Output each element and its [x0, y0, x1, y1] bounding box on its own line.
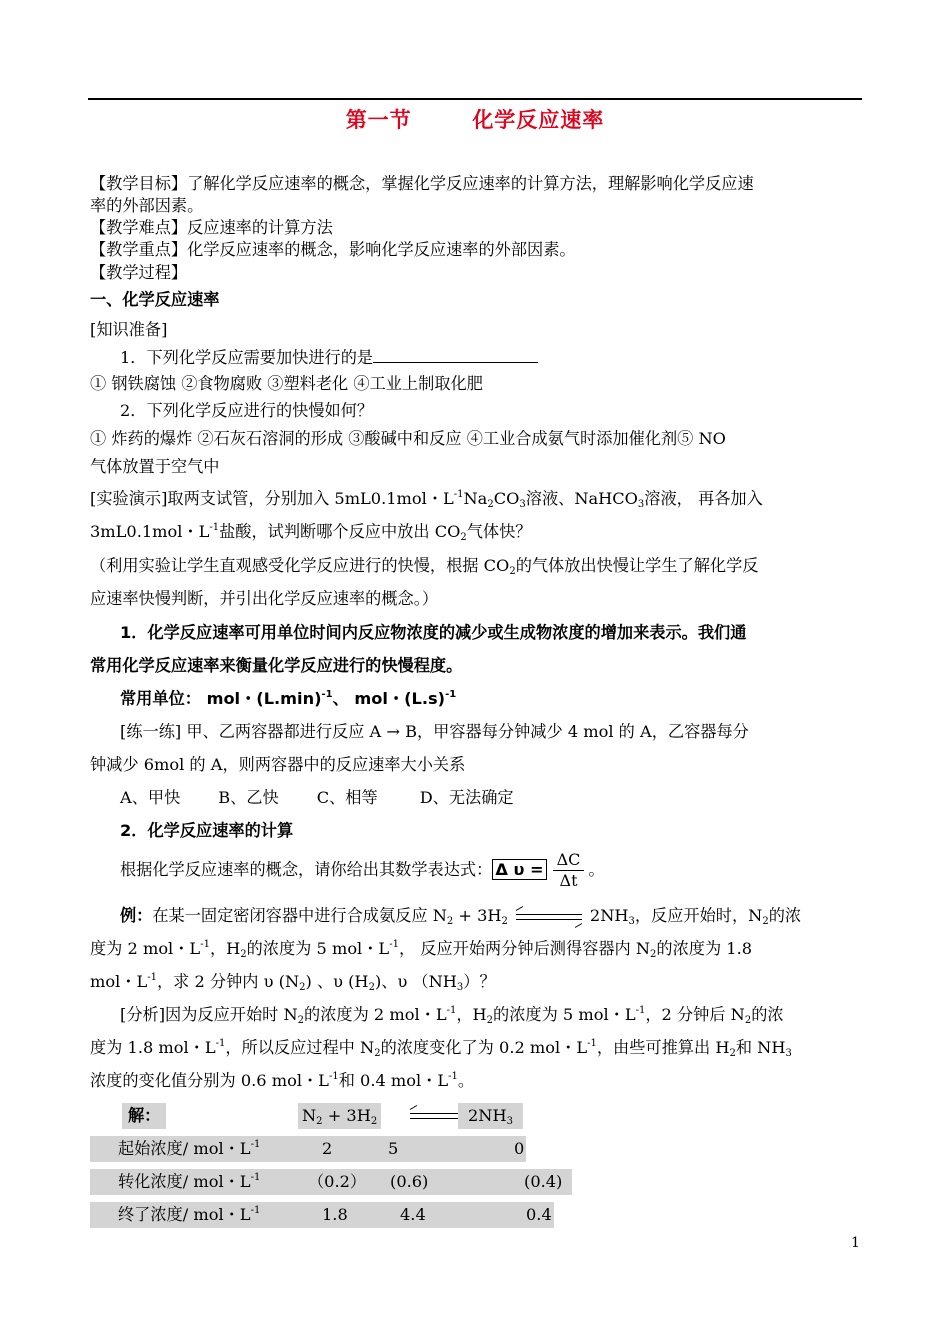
- question-1: 1．下列化学反应需要加快进行的是: [120, 347, 538, 369]
- page-number: 1: [851, 1235, 860, 1251]
- question-1-options: ① 钢铁腐蚀 ②食物腐败 ③塑料老化 ④工业上制取化肥: [90, 374, 483, 393]
- choice-d: D、无法确定: [419, 788, 514, 807]
- analysis-line: [分析]因为反应开始时 $N_2$的浓度为 2 mol・$L^{-1}$，$H_2$的浓度为 5 mol・$L^{-1}$，2 分钟后 $N_2$的浓: [120, 1005, 784, 1026]
- difficulty-line: 【教学难点】反应速率的计算方法: [90, 218, 333, 237]
- choice-b: B、乙快: [218, 788, 279, 807]
- definition-cont: 常用化学反应速率来衡量化学反应进行的快慢程度。: [90, 656, 463, 675]
- equation-reactants: $N_2 + 3H_2$: [298, 1103, 381, 1129]
- choice-a: A、甲快: [120, 788, 181, 807]
- note-line-cont: 应速率快慢判断，并引出化学反应速率的概念。）: [90, 589, 439, 608]
- table-row: 转化浓度/ mol・$L^{-1}$ （0.2） (0.6) (0.4): [90, 1169, 572, 1195]
- definition: 1．化学反应速率可用单位时间内反应物浓度的减少或生成物浓度的增加来表示。我们通: [120, 623, 747, 642]
- solution-header: 解： $N_2 + 3H_2$ $2NH_3$: [90, 1103, 514, 1129]
- focus-line: 【教学重点】化学反应速率的概念，影响化学反应速率的外部因素。: [90, 240, 576, 259]
- prep-label: [知识准备]: [90, 320, 168, 339]
- row-label: 起始浓度/ mol・$L^{-1}$: [118, 1139, 261, 1158]
- question-2-options: ① 炸药的爆炸 ②石灰石溶洞的形成 ③酸碱中和反应 ④工业合成氨气时添加催化剂⑤ NO: [90, 429, 726, 448]
- title-topic: 化学反应速率: [472, 108, 605, 132]
- title-section: 第一节: [345, 108, 412, 132]
- question-2: 2．下列化学反应进行的快慢如何？: [120, 401, 374, 420]
- header-rule: [88, 98, 862, 100]
- demo-line: [实验演示]取两支试管，分别加入 5mL0.1mol・$L^{-1}Na_2CO_3$溶液、NaHCO$_3$溶液， 再各加入: [90, 489, 763, 510]
- practice-line-cont: 钟减少 6mol 的 A，则两容器中的反应速率大小关系: [90, 755, 466, 774]
- practice-line: [练一练] 甲、乙两容器都进行反应 A → B，甲容器每分钟减少 4 mol 的 A，乙容器每分: [120, 722, 749, 741]
- objective-line-cont: 率的外部因素。: [90, 196, 204, 215]
- objective-line: 【教学目标】了解化学反应速率的概念，掌握化学反应速率的计算方法，理解影响化学反应速: [90, 174, 754, 193]
- choices: [120, 787, 514, 809]
- equilibrium-arrow: [516, 911, 582, 923]
- equation-product: $2NH_3$: [458, 1103, 523, 1129]
- units-line: 常用单位： mol・$(L.\min)^{-1}$、 mol・$(L.s)^{-1}$: [120, 689, 457, 708]
- table-row: 起始浓度/ mol・$L^{-1}$ 2 5 0: [90, 1136, 526, 1162]
- row-label: 转化浓度/ mol・$L^{-1}$: [118, 1172, 261, 1191]
- question-2-options-cont: 气体放置于空气中: [90, 457, 220, 476]
- analysis-line-cont: 度为 1.8 mol・$L^{-1}$，所以反应过程中 $N_2$的浓度变化了为 0.2 mol・$L^{-1}$，由些可推算出 $H_2$和 $NH_3$: [90, 1038, 792, 1059]
- example-line-end: mol・$L^{-1}$，求 2 分钟内 υ $(N_2)$ 、υ $(H_2)$、υ $(NH_3)$？: [90, 972, 496, 993]
- rate-formula-box: Δ υ =: [492, 859, 546, 880]
- table-row: 终了浓度/ mol・$L^{-1}$ 1.8 4.4 0.4: [90, 1202, 554, 1228]
- row-label: 终了浓度/ mol・$L^{-1}$: [118, 1205, 261, 1224]
- answer-blank: [373, 348, 538, 363]
- process-label: 【教学过程】: [90, 263, 188, 282]
- demo-line-cont: 3mL0.1mol・$L^{-1}$盐酸，试判断哪个反应中放出 $CO_2$气体快？: [90, 522, 532, 543]
- expression-line: 根据化学反应速率的概念，请你给出其数学表达式： Δ υ = $\frac{\Delta C}{\Delta t}$ 。: [120, 850, 605, 890]
- choice-c: C、相等: [316, 788, 378, 807]
- calc-heading: 2．化学反应速率的计算: [120, 821, 294, 840]
- example-line: 例：在某一固定密闭容器中进行合成氨反应 $N_2 + 3H_2$ $2NH_3$，反应开始时，$N_2$的浓: [120, 906, 802, 927]
- rate-fraction: $\frac{\Delta C}{\Delta t}$: [553, 850, 585, 891]
- note-line: （利用实验让学生直观感受化学反应进行的快慢，根据 $CO_2$的气体放出快慢让学生了解化学反: [90, 556, 759, 577]
- example-line-cont: 度为 2 mol・$L^{-1}$，$H_2$的浓度为 5 mol・$L^{-1}$， 反应开始两分钟后测得容器内 $N_2$的浓度为 1.8: [90, 939, 753, 960]
- analysis-line-end: 浓度的变化值分别为 0.6 mol・$L^{-1}$和 0.4 mol・$L^{-1}$。: [90, 1071, 475, 1090]
- page-title: [0, 104, 950, 134]
- section-heading: 一、化学反应速率: [90, 290, 220, 309]
